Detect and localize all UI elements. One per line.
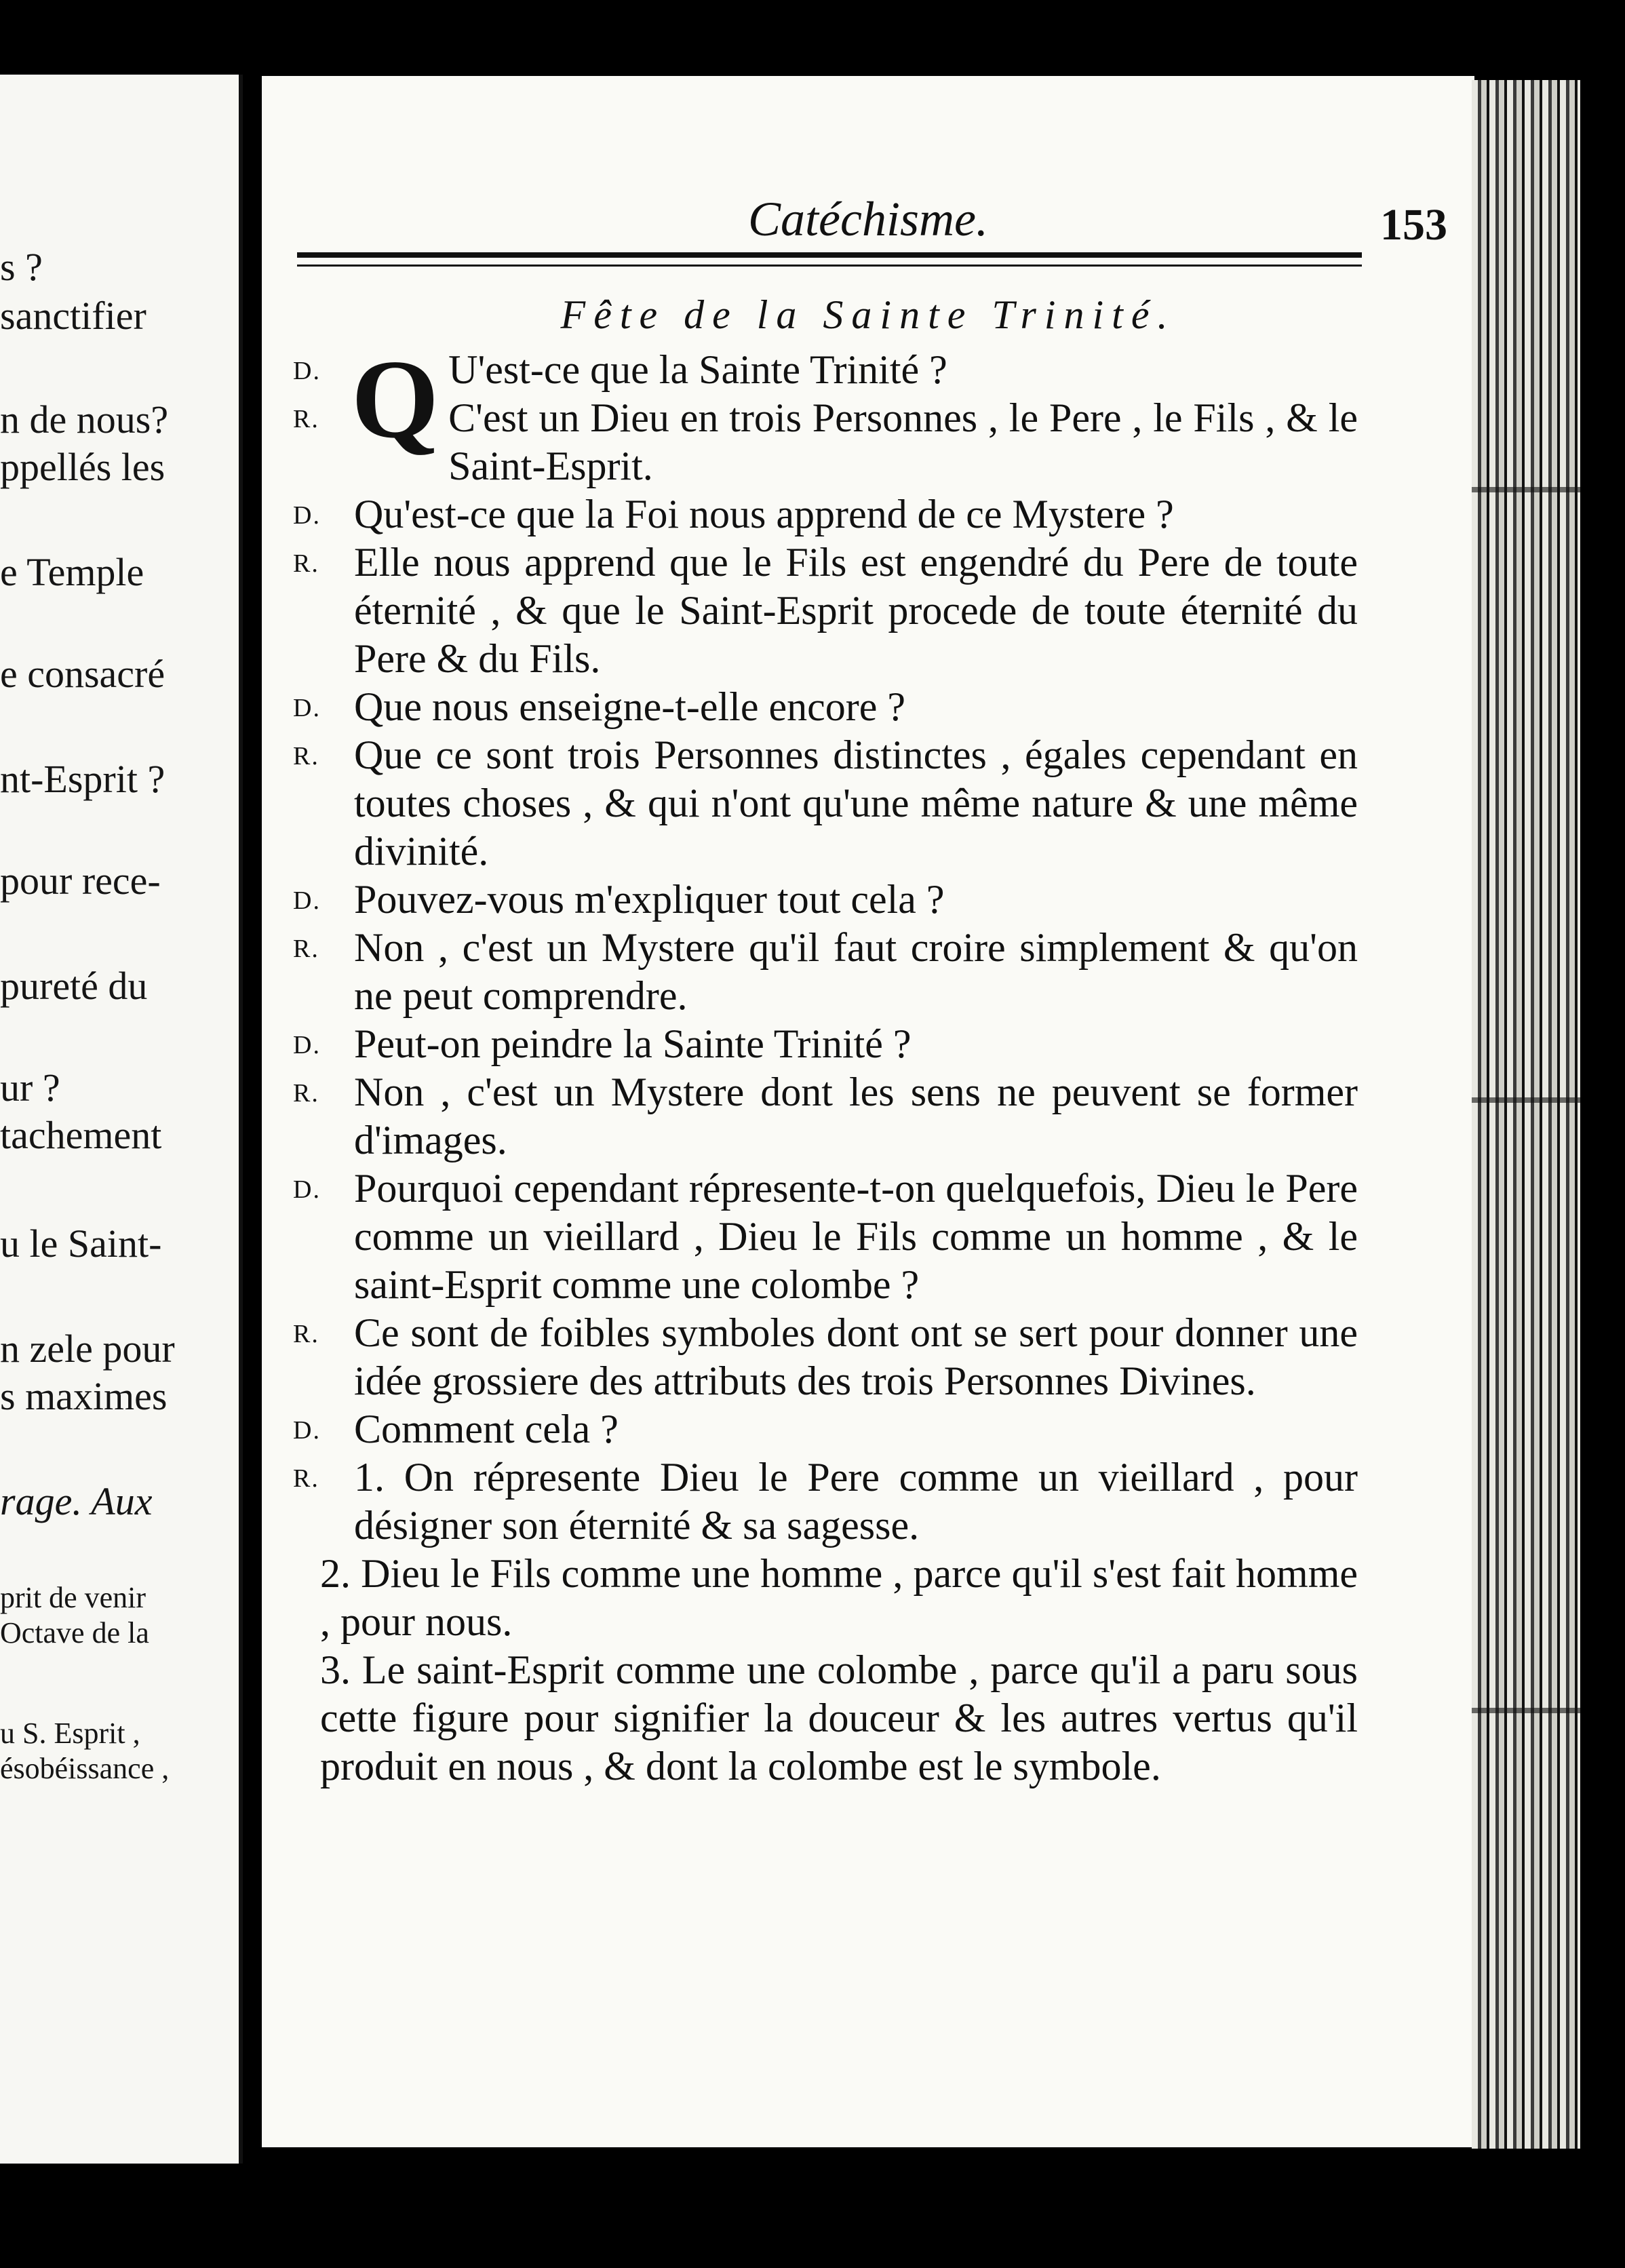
entry — [293, 490, 1358, 539]
left-fragment: ésobéissance , — [0, 1752, 170, 1785]
left-fragment: nt-Esprit ? — [0, 757, 165, 801]
running-head: Catéchisme. — [748, 192, 988, 246]
entry-text: Comment cela ? — [354, 1407, 619, 1451]
entry-text: Non , c'est un Mystere qu'il faut croire simplement & qu'on ne peut comprendre. — [354, 925, 1358, 1018]
entry — [293, 1020, 1358, 1068]
entry-text: Que nous enseigne-t-elle encore ? — [354, 684, 905, 729]
entry-label: D. — [293, 1175, 321, 1204]
entry-label: D. — [293, 694, 321, 722]
header-rule-thin — [297, 265, 1362, 267]
entry-label: D. — [293, 1416, 321, 1445]
entry-label: R. — [293, 742, 319, 770]
entry-label: R. — [293, 935, 319, 963]
left-fragment: Octave de la — [0, 1616, 149, 1649]
entry — [293, 1646, 1358, 1791]
left-fragment: e consacré — [0, 652, 165, 696]
entry — [293, 1165, 1358, 1309]
entry-label: R. — [293, 549, 319, 578]
entry-label: R. — [293, 1320, 319, 1348]
entry — [293, 1405, 1358, 1453]
entry-text: Elle nous apprend que le Fils est engendré du Pere de toute éternité , & que le Saint-Esprit procede de toute éternité du Pere & du Fils. — [354, 540, 1358, 681]
left-page — [0, 75, 243, 2164]
entry-text: Que ce sont trois Personnes distinctes , égales cependant en toutes choses , & qui n'ont qu'une même nature & une même divinité. — [354, 732, 1358, 874]
left-fragment: prit de venir — [0, 1581, 146, 1614]
entry-label: R. — [293, 1464, 319, 1493]
entry-label: D. — [293, 501, 321, 530]
entry — [293, 924, 1358, 1020]
left-fragment: e Temple — [0, 550, 144, 594]
entry-text: Ce sont de foibles symboles dont ont se sert pour donner une idée grossiere des attributs des trois Personnes Divines. — [354, 1310, 1358, 1403]
left-fragment: u le Saint- — [0, 1221, 162, 1266]
entry-label: R. — [293, 1079, 319, 1108]
entry — [293, 394, 1358, 490]
header-rule — [297, 252, 1362, 258]
entry-text: U'est-ce que la Sainte Trinité ? — [448, 347, 947, 392]
entry — [293, 1550, 1358, 1646]
entry-text: Peut-on peindre la Sainte Trinité ? — [354, 1021, 912, 1066]
entry-text: Non , c'est un Mystere dont les sens ne peuvent se former d'images. — [354, 1070, 1358, 1162]
left-fragment: tachement — [0, 1113, 162, 1157]
left-fragment: pour rece- — [0, 859, 161, 903]
entry — [293, 1309, 1358, 1405]
left-fragment: sanctifier — [0, 294, 146, 338]
drop-cap: Q — [351, 336, 439, 461]
entry-label: D. — [293, 357, 321, 385]
left-fragment: rage. Aux — [0, 1479, 153, 1523]
right-page — [262, 76, 1474, 2147]
entry — [293, 731, 1358, 876]
section-title: Fête de la Sainte Trinité. — [560, 292, 1176, 337]
entry — [293, 683, 1358, 731]
entry-text: C'est un Dieu en trois Personnes , le Pere , le Fils , & le Saint-Esprit. — [448, 395, 1358, 488]
left-fragment: pureté du — [0, 964, 148, 1008]
edge-mark — [1472, 1708, 1580, 1713]
entry — [293, 876, 1358, 924]
entry-label: D. — [293, 886, 321, 915]
left-fragment: ur ? — [0, 1065, 60, 1110]
edge-mark — [1472, 1097, 1580, 1103]
entry-text: Pouvez-vous m'expliquer tout cela ? — [354, 877, 945, 922]
book-page-edges — [1472, 80, 1580, 2149]
edge-mark — [1472, 487, 1580, 492]
left-fragment: s ? — [0, 245, 43, 289]
page-number: 153 — [1380, 200, 1447, 250]
entry-text: 1. On répresente Dieu le Pere comme un vieillard , pour désigner son éternité & sa sagesse. — [354, 1455, 1358, 1548]
entry — [293, 1068, 1358, 1165]
left-fragment: s maximes — [0, 1374, 168, 1418]
entry-text: 2. Dieu le Fils comme une homme , parce qu'il s'est fait homme , pour nous. — [320, 1551, 1358, 1644]
entry-text: Qu'est-ce que la Foi nous apprend de ce Mystere ? — [354, 492, 1174, 536]
left-fragment: n de nous? — [0, 397, 169, 442]
left-fragment: ppellés les — [0, 445, 165, 489]
entry — [293, 539, 1358, 683]
entry-text: 3. Le saint-Esprit comme une colombe , parce qu'il a paru sous cette figure pour signifier la douceur & les autres vertus qu'il produit en nous , & dont la colombe est le symbole. — [320, 1647, 1358, 1788]
left-fragment: u S. Esprit , — [0, 1717, 140, 1750]
catechism-text — [293, 336, 1358, 1791]
entry-text: Pourquoi cependant répresente-t-on quelquefois, Dieu le Pere comme un vieillard , Dieu le Fils comme un homme , & le saint-Esprit comme une colombe ? — [354, 1166, 1358, 1307]
entry-label: D. — [293, 1031, 321, 1059]
entry-label: R. — [293, 405, 319, 433]
left-fragment: n zele pour — [0, 1327, 175, 1371]
entry — [293, 1453, 1358, 1550]
